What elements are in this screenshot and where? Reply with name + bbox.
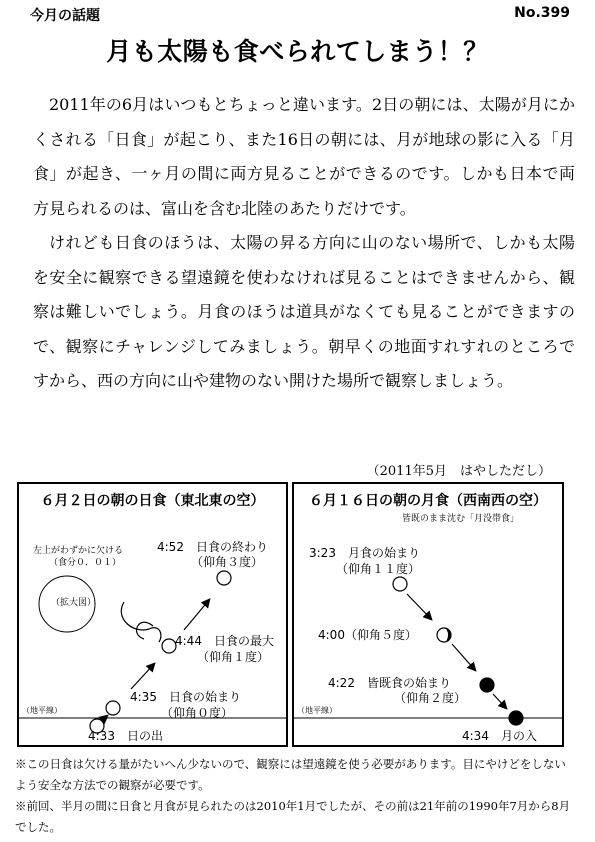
paragraph-1: 2011年の6月はいつもとちょっと違います。2日の朝には、太陽が月にかくされる「日食」が起こり、また16日の朝には、月が地球の影に入る「月食」が起き、一ヶ月の間に両方見ることができるのです。しかも日本で両方見られるのは、富山を含む北陸のあたりだけです。 [33,95,575,218]
solar-panel-title: ６月２日の朝の日食（東北東の空） [40,493,265,509]
solar-end-line-2: （仰角３度） [191,555,264,569]
lunar-panel-title: ６月１６日の朝の月食（西南西の空） [309,493,547,509]
moon-path-arrow-1 [407,594,431,619]
paragraph-2: けれども日食のほうは、太陽の昇る方向に山のない場所で、しかも太陽を安全に観察できる望遠鏡を使わなければ見ることはできませんから、観察は難しいでしょう。月食のほうは道具がなくても見ることができますので、観察にチャレンジしてみましょう。朝早くの地面すれすれのところですから、西の方向に山や建物のない開けた場所で観察しましょう。 [33,233,575,390]
lunar-eclipse-diagram [292,482,564,747]
sun-eclipse-end-icon [217,571,231,585]
solar-max-line-1: 4:44 日食の最大 [175,634,274,648]
path-arrow-3 [184,600,209,630]
lunar-total-line-1: 4:22 皆既食の始まり [328,676,451,690]
moon-path-arrow-3 [493,694,506,708]
path-arrow-2 [131,664,154,689]
solar-horizon-label: （地平線） [22,706,62,715]
solar-note-line-2: （食分０．０１） [49,558,122,568]
solar-start-line-1: 4:35 日食の始まり [130,690,241,704]
magnify-pointer-line [121,602,161,642]
solar-note-line-1: 左上がわずかに欠ける [33,546,124,556]
solar-start-line-2: （仰角０度） [161,706,234,720]
solar-end-line-1: 4:52 日食の終わり [157,540,268,554]
moon-path-arrow-2 [452,644,475,670]
solar-max-line-2: （仰角１度） [197,650,270,664]
magnified-label: （拡大図） [51,598,97,608]
lunar-subtitle: 皆既のまま沈む「月没帯食」 [402,514,520,524]
moon-totality-icon [480,678,494,692]
lunar-start-line-1: 3:23 月食の始まり [309,546,420,560]
lunar-mid-label: 4:00（仰角５度） [318,628,417,642]
sun-eclipse-max-icon [162,639,176,653]
issue-number: No.399 [514,5,570,21]
footnotes [15,754,575,838]
moon-eclipse-start-icon [393,577,407,591]
footnote-2: ※前回、半月の間に日食と月食が見られたのは2010年1月でしたが、その前は21年前の1990年7月から8月でした。 [15,799,571,834]
author-signature: （2011年5月 はやしただし） [366,464,551,479]
article-body [33,88,575,399]
moon-set-icon [509,711,523,725]
solar-rise-label: 4:33 日の出 [88,729,163,743]
lunar-start-line-2: （仰角１１度） [336,562,421,576]
magnify-curl-line [137,622,153,639]
page-title: 月も太陽も食べられてしまう！？ [106,37,489,66]
footnote-1: ※この日食は欠ける量がたいへん少ないので、観察には望遠鏡を使う必要があります。目にやけどをしないよう安全な方法での観察が必要です。 [15,757,566,792]
lunar-total-line-2: （仰角２度） [394,691,467,705]
lunar-horizon-label: （地平線） [297,706,337,715]
sun-eclipse-start-icon [106,701,120,715]
solar-eclipse-diagram [17,482,288,747]
lunar-set-label: 4:34 月の入 [462,729,537,743]
column-label: 今月の話題 [30,8,100,24]
